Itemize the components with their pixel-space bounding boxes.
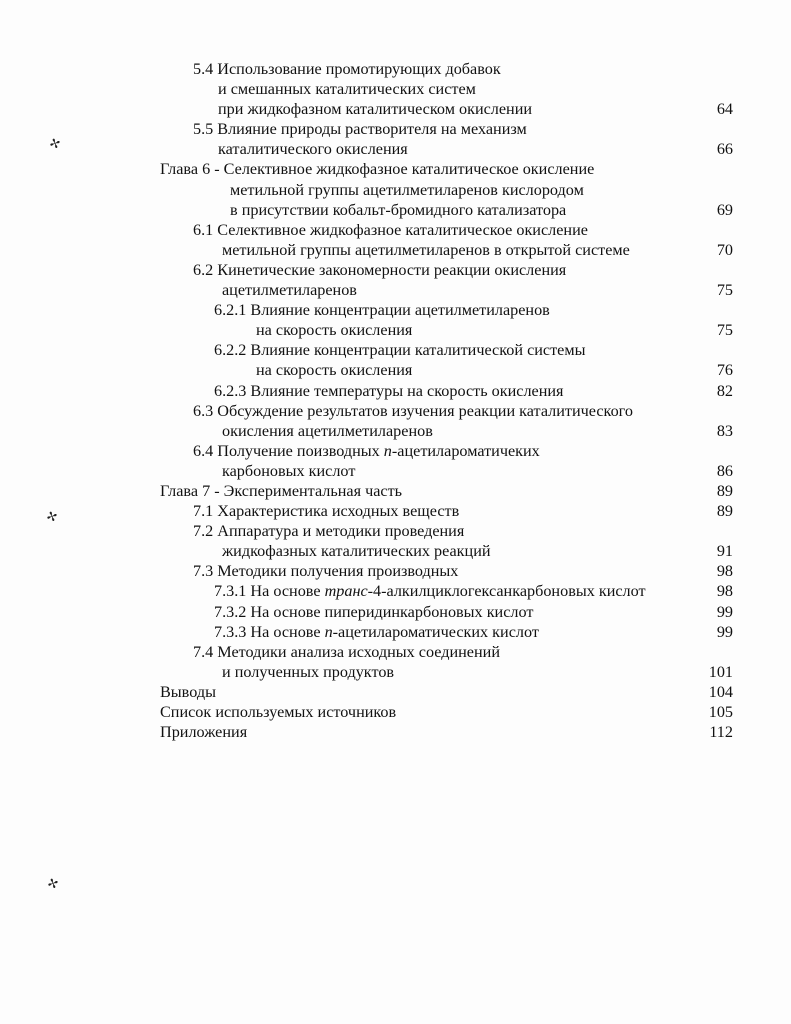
toc-entry-text-part: 6.4 Получение поизводных xyxy=(193,441,384,460)
toc-line xyxy=(0,421,791,441)
toc-page-number: 70 xyxy=(716,240,733,259)
toc-page-number: 99 xyxy=(716,622,733,641)
toc-entry-text: в присутствии кобальт-бромидного катализатора xyxy=(230,200,567,219)
toc-entry-text: жидкофазных каталитических реакций xyxy=(222,542,491,561)
toc-entry-text: 5.5 Влияние природы растворителя на механизм xyxy=(193,120,527,139)
toc-line xyxy=(0,481,791,501)
toc-line xyxy=(0,240,791,260)
toc-line xyxy=(0,220,791,240)
toc-line xyxy=(0,360,791,380)
toc-entry-text: 6.2.2 Влияние концентрации каталитической системы xyxy=(214,341,586,360)
toc-line xyxy=(0,501,791,521)
toc-entry-italic: транс xyxy=(324,582,368,601)
toc-line xyxy=(0,139,791,159)
toc-entry-text xyxy=(214,622,539,642)
toc-entry-text: ацетилметиларенов xyxy=(222,281,357,300)
toc-entry-text: 6.3 Обсуждение результатов изучения реакции каталитического xyxy=(193,401,634,420)
toc-entry-text: и полученных продуктов xyxy=(222,662,395,681)
toc-line xyxy=(0,340,791,360)
toc-page-number: 75 xyxy=(716,321,733,340)
toc-chapter-title: Глава 7 - Экспериментальная часть xyxy=(160,481,403,500)
toc-page-number: 112 xyxy=(709,723,733,742)
toc-page-number: 98 xyxy=(716,562,733,581)
toc-entry-text: на скорость окисления xyxy=(256,361,413,380)
toc-page-number: 91 xyxy=(716,542,733,561)
toc-line xyxy=(0,159,791,179)
scan-speck: ✢ xyxy=(44,508,61,527)
toc-chapter-title: Глава 6 - Селективное жидкофазное каталитическое окисление xyxy=(160,160,595,179)
toc-page-number: 89 xyxy=(716,502,733,521)
toc-page-number: 64 xyxy=(716,100,733,119)
toc-line xyxy=(0,381,791,401)
toc-entry-italic: п xyxy=(324,622,333,641)
toc-page-number: 76 xyxy=(716,361,733,380)
toc-entry-text: карбоновых кислот xyxy=(222,461,356,480)
toc-line xyxy=(0,260,791,280)
toc-entry-text: метильной группы ацетилметиларенов кислородом xyxy=(230,180,584,199)
toc-line xyxy=(0,682,791,702)
toc-page-number: 99 xyxy=(716,602,733,621)
toc-page-number: 75 xyxy=(716,281,733,300)
toc-line xyxy=(0,441,791,461)
toc-entry-text: 6.2.1 Влияние концентрации ацетилметиларенов xyxy=(214,301,550,320)
toc-entry-italic: п xyxy=(383,441,392,460)
toc-line xyxy=(0,722,791,742)
toc-entry-text: 6.2.3 Влияние температуры на скорость окисления xyxy=(214,381,564,400)
toc-page-number: 66 xyxy=(716,140,733,159)
toc-entry-text: и смешанных каталитических систем xyxy=(218,80,476,99)
toc-entry-text: Выводы xyxy=(160,682,216,701)
toc-line xyxy=(0,180,791,200)
toc-entry-text: 6.1 Селективное жидкофазное каталитическое окисление xyxy=(193,220,588,239)
toc-entry-text-part: -ацетилароматических кислот xyxy=(332,622,539,641)
toc-entry-text xyxy=(193,441,540,461)
toc-page-number: 98 xyxy=(716,582,733,601)
toc-entry-text-part: 7.3.3 На основе xyxy=(214,622,325,641)
toc-entry-text: окисления ацетилметиларенов xyxy=(222,421,433,440)
toc-entry-text: каталитического окисления xyxy=(218,140,408,159)
toc-line xyxy=(0,119,791,139)
toc-entry-text: 6.2 Кинетические закономерности реакции окисления xyxy=(193,260,567,279)
toc-page-number: 104 xyxy=(708,682,733,701)
toc-entry-text-part: -4-алкилциклогексанкарбоновых кислот xyxy=(367,582,646,601)
toc-entry-text: 7.3.2 На основе пиперидинкарбоновых кислот xyxy=(214,602,534,621)
toc-line xyxy=(0,581,791,601)
toc-page-number: 82 xyxy=(716,381,733,400)
toc-line xyxy=(0,59,791,79)
toc-entry-text: 5.4 Использование промотирующих добавок xyxy=(193,60,501,78)
toc-line xyxy=(0,602,791,622)
toc-line xyxy=(0,541,791,561)
toc-entry-text: метильной группы ацетилметиларенов в открытой системе xyxy=(222,240,630,259)
toc-line xyxy=(0,401,791,421)
toc-line xyxy=(0,521,791,541)
toc-page-number: 101 xyxy=(708,662,733,681)
toc-entry-text: 7.1 Характеристика исходных веществ xyxy=(193,502,460,521)
toc-line xyxy=(0,280,791,300)
toc-line xyxy=(0,99,791,119)
toc-entry-text: 7.2 Аппаратура и методики проведения xyxy=(193,522,465,541)
table-of-contents xyxy=(0,59,791,742)
toc-page-number: 86 xyxy=(716,461,733,480)
toc-entry-text-part: -ацетилароматичеких xyxy=(391,441,540,460)
toc-line xyxy=(0,702,791,722)
toc-entry-text: 7.4 Методики анализа исходных соединений xyxy=(193,642,500,661)
toc-line xyxy=(0,662,791,682)
toc-entry-text: на скорость окисления xyxy=(256,321,413,340)
toc-line xyxy=(0,461,791,481)
toc-line xyxy=(0,622,791,642)
toc-entry-text: Приложения xyxy=(160,723,248,742)
toc-line xyxy=(0,320,791,340)
toc-page-number: 89 xyxy=(716,481,733,500)
toc-page-number: 69 xyxy=(716,200,733,219)
toc-entry-text: 7.3 Методики получения производных xyxy=(193,562,459,581)
toc-page-number: 105 xyxy=(708,703,733,721)
toc-line xyxy=(0,642,791,662)
toc-line xyxy=(0,200,791,220)
toc-line xyxy=(0,561,791,581)
toc-entry-text: Список используемых источников xyxy=(160,703,397,721)
toc-entry-text xyxy=(214,581,646,601)
toc-entry-text-part: 7.3.1 На основе xyxy=(214,582,325,601)
toc-entry-text: при жидкофазном каталитическом окислении xyxy=(218,100,533,119)
scan-speck: ✢ xyxy=(45,875,62,894)
scan-speck: ✢ xyxy=(47,135,64,154)
toc-line xyxy=(0,300,791,320)
toc-line xyxy=(0,79,791,99)
toc-page-number: 83 xyxy=(716,421,733,440)
